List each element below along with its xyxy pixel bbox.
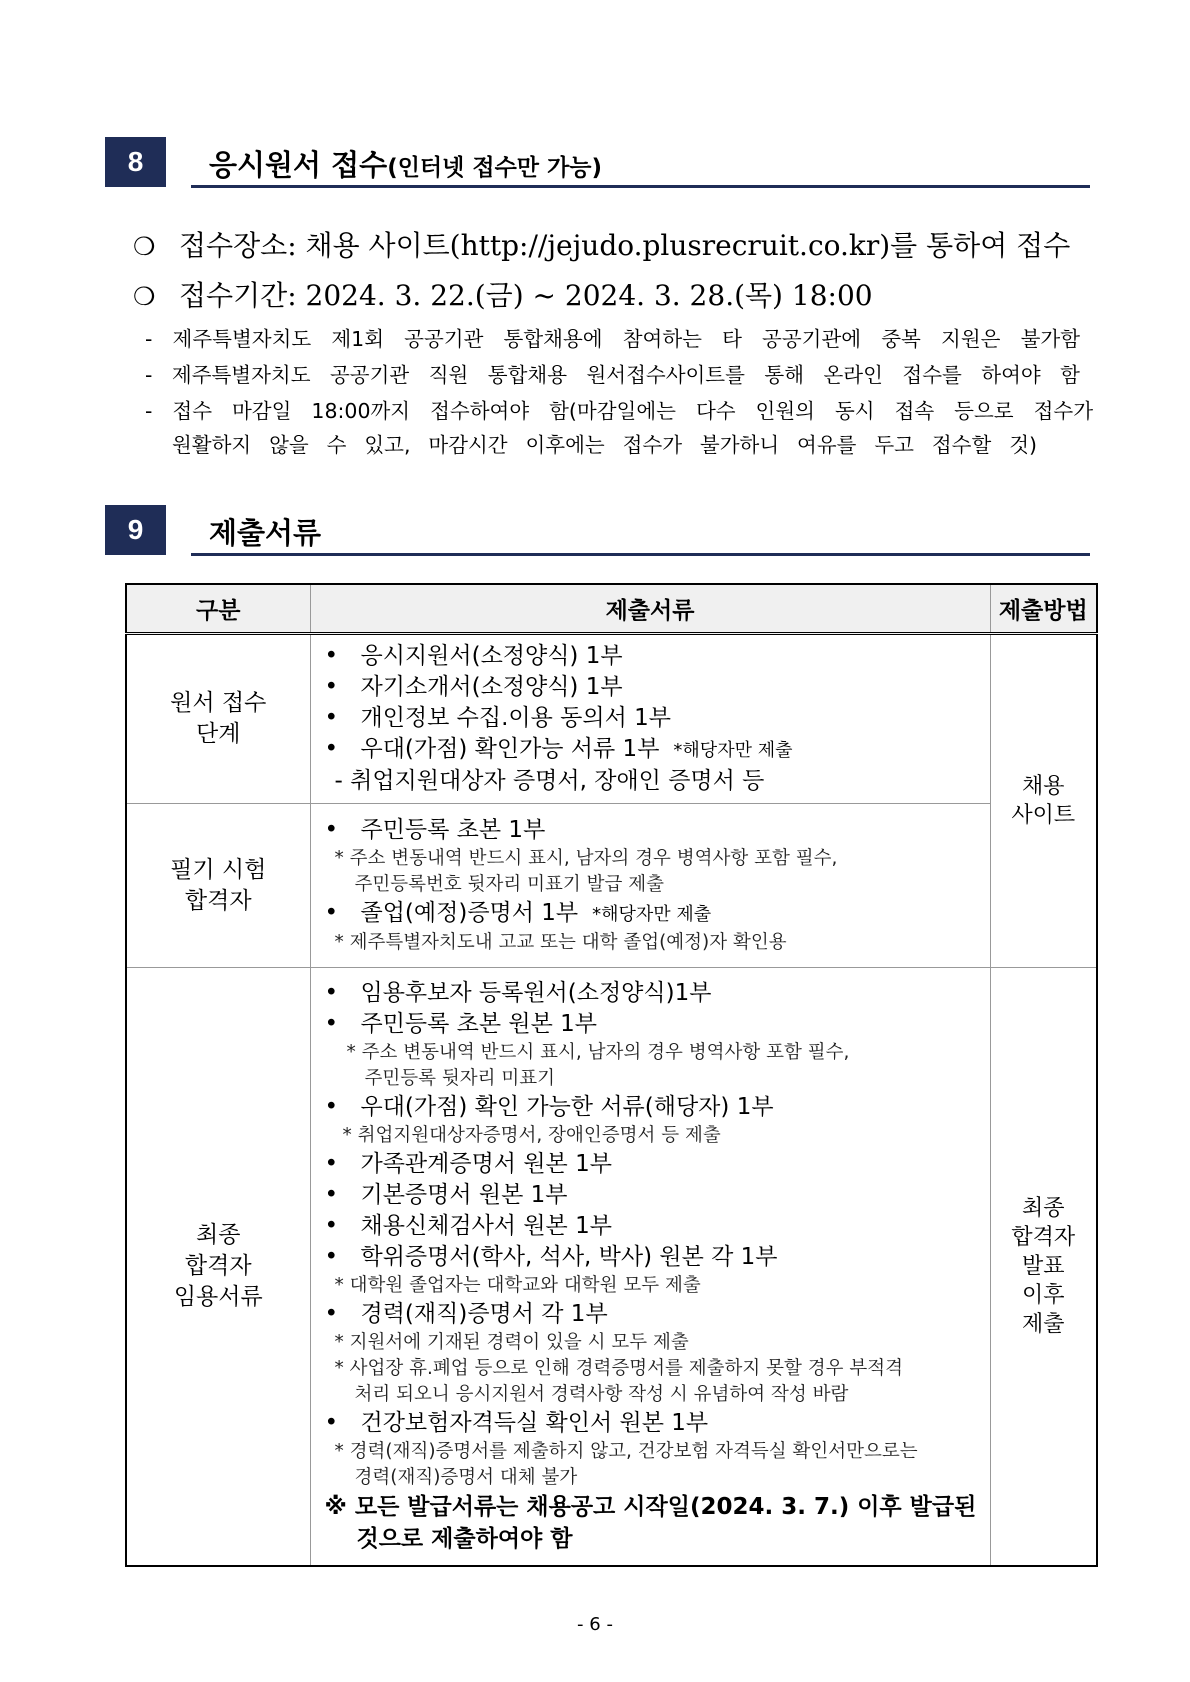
list-item: • 기본증명서 원본 1부	[324, 1181, 568, 1208]
note-line: - 제주특별자치도 제1회 공공기관 통합채용에 참여하는 타 공공기관에 중복 지원은 불가함	[145, 327, 1080, 351]
sub-note: 주민등록번호 뒷자리 미표기 발급 제출	[354, 874, 664, 895]
section-title: 제출서류	[209, 516, 322, 550]
list-item: • 경력(재직)증명서 각 1부	[324, 1300, 608, 1327]
header-category: 구분	[126, 584, 310, 634]
table-row	[126, 634, 1097, 804]
section-title: 응시원서 접수(인터넷 접수만 가능)	[209, 148, 602, 182]
method-cell: 채용 사이트	[990, 634, 1097, 968]
list-item: • 개인정보 수집.이용 동의서 1부	[324, 705, 671, 731]
sub-note: * 취업지원대상자증명서, 장애인증명서 등 제출	[342, 1124, 721, 1146]
header-documents: 제출서류	[310, 584, 990, 634]
sub-note: * 주소 변동내역 반드시 표시, 남자의 경우 병역사항 포함 필수,	[346, 1041, 850, 1063]
sub-note: * 경력(재직)증명서를 제출하지 않고, 건강보험 자격득실 확인서만으로는	[334, 1440, 918, 1462]
list-item: • 주민등록 초본 1부	[324, 817, 546, 843]
sub-note: * 대학원 졸업자는 대학교와 대학원 모두 제출	[334, 1274, 701, 1296]
note-line: - 접수 마감일 18:00까지 접수하여야 함(마감일에는 다수 인원의 동시 접속 등으로 접수가	[145, 399, 1093, 423]
list-item: - 취업지원대상자 증명서, 장애인 증명서 등	[334, 768, 765, 794]
category-cell: 최종 합격자 임용서류	[126, 968, 310, 1566]
list-item: • 채용신체검사서 원본 1부	[324, 1212, 612, 1239]
list-item: • 학위증명서(학사, 석사, 박사) 원본 각 1부	[324, 1243, 778, 1270]
sub-note: 처리 되오니 응시지원서 경력사항 작성 시 유념하여 작성 바람	[354, 1383, 849, 1405]
method-cell: 최종 합격자 발표 이후 제출	[990, 968, 1097, 1566]
period-item: ❍ 접수기간: 2024. 3. 22.(금) ~ 2024. 3. 28.(목) 18:00	[133, 279, 873, 312]
sub-note: * 사업장 휴.폐업 등으로 인해 경력증명서를 제출하지 못할 경우 부적격	[334, 1357, 903, 1379]
list-item: • 응시지원서(소정양식) 1부	[324, 643, 623, 669]
issuance-notice: ※ 모든 발급서류는 채용공고 시작일(2024. 3. 7.) 이후 발급된 것으로 제출하여야 함	[324, 1493, 977, 1552]
section-underline	[191, 185, 1090, 188]
table-row	[126, 968, 1097, 1566]
note-line: - 제주특별자치도 공공기관 직원 통합채용 원서접수사이트를 통해 온라인 접수를 하여야 함	[145, 363, 1080, 387]
table-row	[126, 804, 1097, 968]
items-cell	[310, 804, 990, 968]
section-8-header	[105, 137, 1090, 189]
page-number: - 6 -	[577, 1614, 613, 1635]
list-item: • 건강보험자격득실 확인서 원본 1부	[324, 1409, 709, 1436]
sub-note: * 지원서에 기재된 경력이 있을 시 모두 제출	[334, 1331, 689, 1353]
list-item: • 졸업(예정)증명서 1부 *해당자만 제출	[324, 900, 712, 926]
table-header-row	[126, 584, 1097, 634]
section-9-header	[105, 505, 1090, 557]
header-method: 제출방법	[990, 584, 1097, 634]
category-cell: 원서 접수 단계	[126, 634, 310, 804]
documents-table	[125, 583, 1098, 1567]
note-line: 원활하지 않을 수 있고, 마감시간 이후에는 접수가 불가하니 여유를 두고 접수할 것)	[172, 433, 1037, 457]
list-item: • 가족관계증명서 원본 1부	[324, 1150, 612, 1177]
list-item: • 자기소개서(소정양식) 1부	[324, 674, 623, 700]
items-cell	[310, 968, 990, 1566]
list-item: • 임용후보자 등록원서(소정양식)1부	[324, 979, 712, 1006]
sub-note: * 제주특별자치도내 고교 또는 대학 졸업(예정)자 확인용	[334, 932, 787, 953]
list-item: • 우대(가점) 확인 가능한 서류(해당자) 1부	[324, 1093, 774, 1120]
section-underline	[191, 553, 1090, 556]
section-number: 9	[105, 505, 166, 555]
sub-note: 주민등록 뒷자리 미표기	[364, 1067, 555, 1089]
sub-note: * 주소 변동내역 반드시 표시, 남자의 경우 병역사항 포함 필수,	[334, 848, 838, 869]
list-item: • 주민등록 초본 원본 1부	[324, 1010, 598, 1037]
section-number: 8	[105, 137, 166, 187]
items-cell	[310, 634, 990, 804]
list-item: • 우대(가점) 확인가능 서류 1부 *해당자만 제출	[324, 736, 793, 762]
sub-note: 경력(재직)증명서 대체 불가	[354, 1466, 578, 1488]
category-cell: 필기 시험 합격자	[126, 804, 310, 968]
place-item: ❍ 접수장소: 채용 사이트(http://jejudo.plusrecruit.co.kr)를 통하여 접수	[133, 229, 1071, 262]
